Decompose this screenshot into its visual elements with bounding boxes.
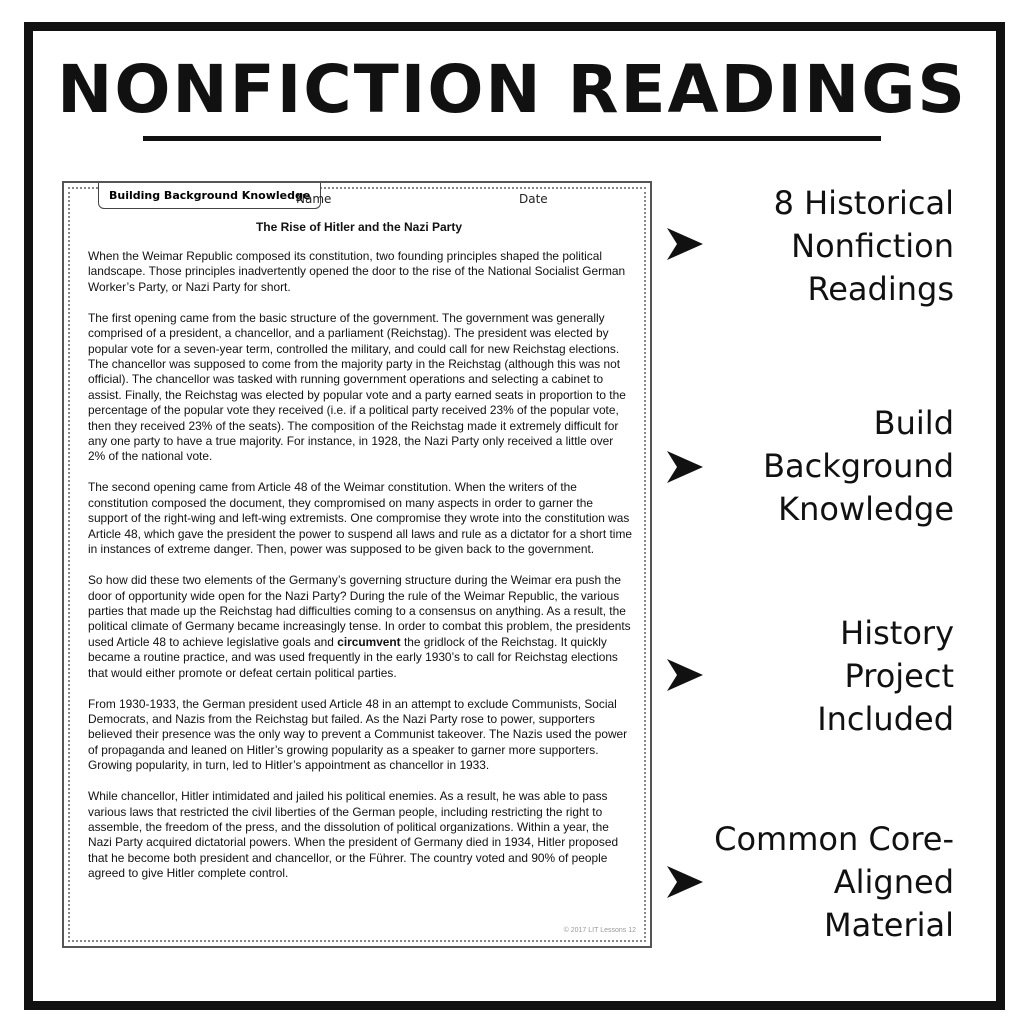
callout-1-line-2: Nonfiction	[791, 227, 954, 265]
callout-2-line-3: Knowledge	[778, 490, 954, 528]
callout-3-line-3: Included	[817, 700, 954, 738]
paragraph-5: From 1930-1933, the German president used Article 48 in an attempt to exclude Communists, Social Democrats, and Nazis from the Reichstag but failed. As the Nazi Party rose to power, supporters believed their presence was the only way to prevent a Communist takeover. The Nazis used the power of propaganda and leaned on Hitler’s growing popularity as a speaker to garner more supporters. Growing popularity, in turn, led to Hitler’s appointment as chancellor in 1933.	[88, 696, 628, 773]
callout-2	[674, 402, 954, 531]
callout-1-line-3: Readings	[807, 270, 954, 308]
paragraph-2: The first opening came from the basic structure of the government. The government was generally comprised of a president, a chancellor, and a parliament (Reichstag). The president was elected by popular vote for a seven-year term, controlled the military, and could call for new Reichstag elections. The chancellor was supposed to come from the majority party in the Reichstag (although this was not official). The chancellor was tasked with running government operations and selecting a cabinet to assist. Finally, the Reichstag was elected by popular vote and a party earned seats in proportion to the percentage of the popular vote they received (i.e. if a political party received 23% of the popular vote, then they received 23% of the seats). The composition of the Reichstag made it extremely difficult for any one party to have a true majority. For instance, in 1928, the Nazi Party only received a little over 2% of the national vote.	[88, 310, 626, 464]
callout-2-line-1: Build	[873, 404, 954, 442]
document-body	[88, 249, 633, 897]
paragraph-3: The second opening came from Article 48 of the Weimar constitution. When the writers of the constitution composed the document, they compromised on many aspects in order to garner the support of the right-wing and left-wing extremists. One compromise they wrote into the constitution was Article 48, which gave the president the power to suspend all laws and rule as a dictator for a short time in instances of extreme danger. Then, power was supposed to be given back to the government.	[88, 480, 632, 557]
callout-1	[674, 182, 954, 311]
date-field-label: Date	[519, 192, 548, 206]
paragraph-6: While chancellor, Hitler intimidated and jailed his political enemies. As a result, he was able to pass various laws that restricted the civil liberties of the German people, including restricting the right to assemble, the freedom of the press, and the dissolution of political organizations. Within a year, the Nazi Party acquired dictatorial powers. When the president of Germany died in 1934, Hitler proposed that he become both president and chancellor, or the Führer. The country voted and 90% of people agreed to give Hitler complete control.	[88, 789, 619, 881]
callout-4-line-2: Aligned	[833, 863, 954, 901]
paragraph-4	[88, 573, 633, 681]
page-title: NONFICTION READINGS	[57, 51, 967, 128]
callout-2-line-2: Background	[763, 447, 954, 485]
callout-4-line-1: Common Core-	[714, 820, 954, 858]
callout-3	[674, 612, 954, 741]
callout-1-line-1: 8 Historical	[773, 184, 954, 222]
name-field-label: Name	[296, 192, 332, 206]
callout-4	[674, 818, 954, 947]
document-title: The Rise of Hitler and the Nazi Party	[255, 220, 463, 234]
callout-4-line-3: Material	[824, 906, 954, 944]
callout-3-line-2: Project	[844, 657, 954, 695]
callout-3-line-1: History	[840, 614, 954, 652]
title-underline	[143, 136, 881, 141]
vocab-word-circumvent: circumvent	[337, 634, 401, 649]
paragraph-4-text-a: So how did these two elements of the Germany’s governing structure during the Weimar era push the door of opportunity wide open for the Nazi Party? During the rule of the Weimar Republic, the various parties that made up the Reichstag had difficulties coming to a consensus on anything. As a result, the political climate of Germany became increasingly tense. In order to combat this problem, the presidents used Article 48 to achieve legislative goals and	[88, 573, 631, 649]
paragraph-4-text-b: the gridlock of the Reichstag. It quickly became a routine practice, and was used frequently in the early 1930’s to call for Reichstag elections that would either promote or defeat certain political parties.	[88, 634, 618, 680]
document-tab: Building Background Knowledge	[98, 183, 321, 209]
paragraph-1: When the Weimar Republic composed its constitution, two founding principles shaped the political landscape. Those principles inadvertently opened the door to the rise of the National Socialist German Worker’s Party, or Nazi Party for short.	[88, 249, 626, 294]
document-page	[62, 181, 652, 948]
copyright-footer: © 2017 LIT Lessons 12	[563, 927, 636, 934]
